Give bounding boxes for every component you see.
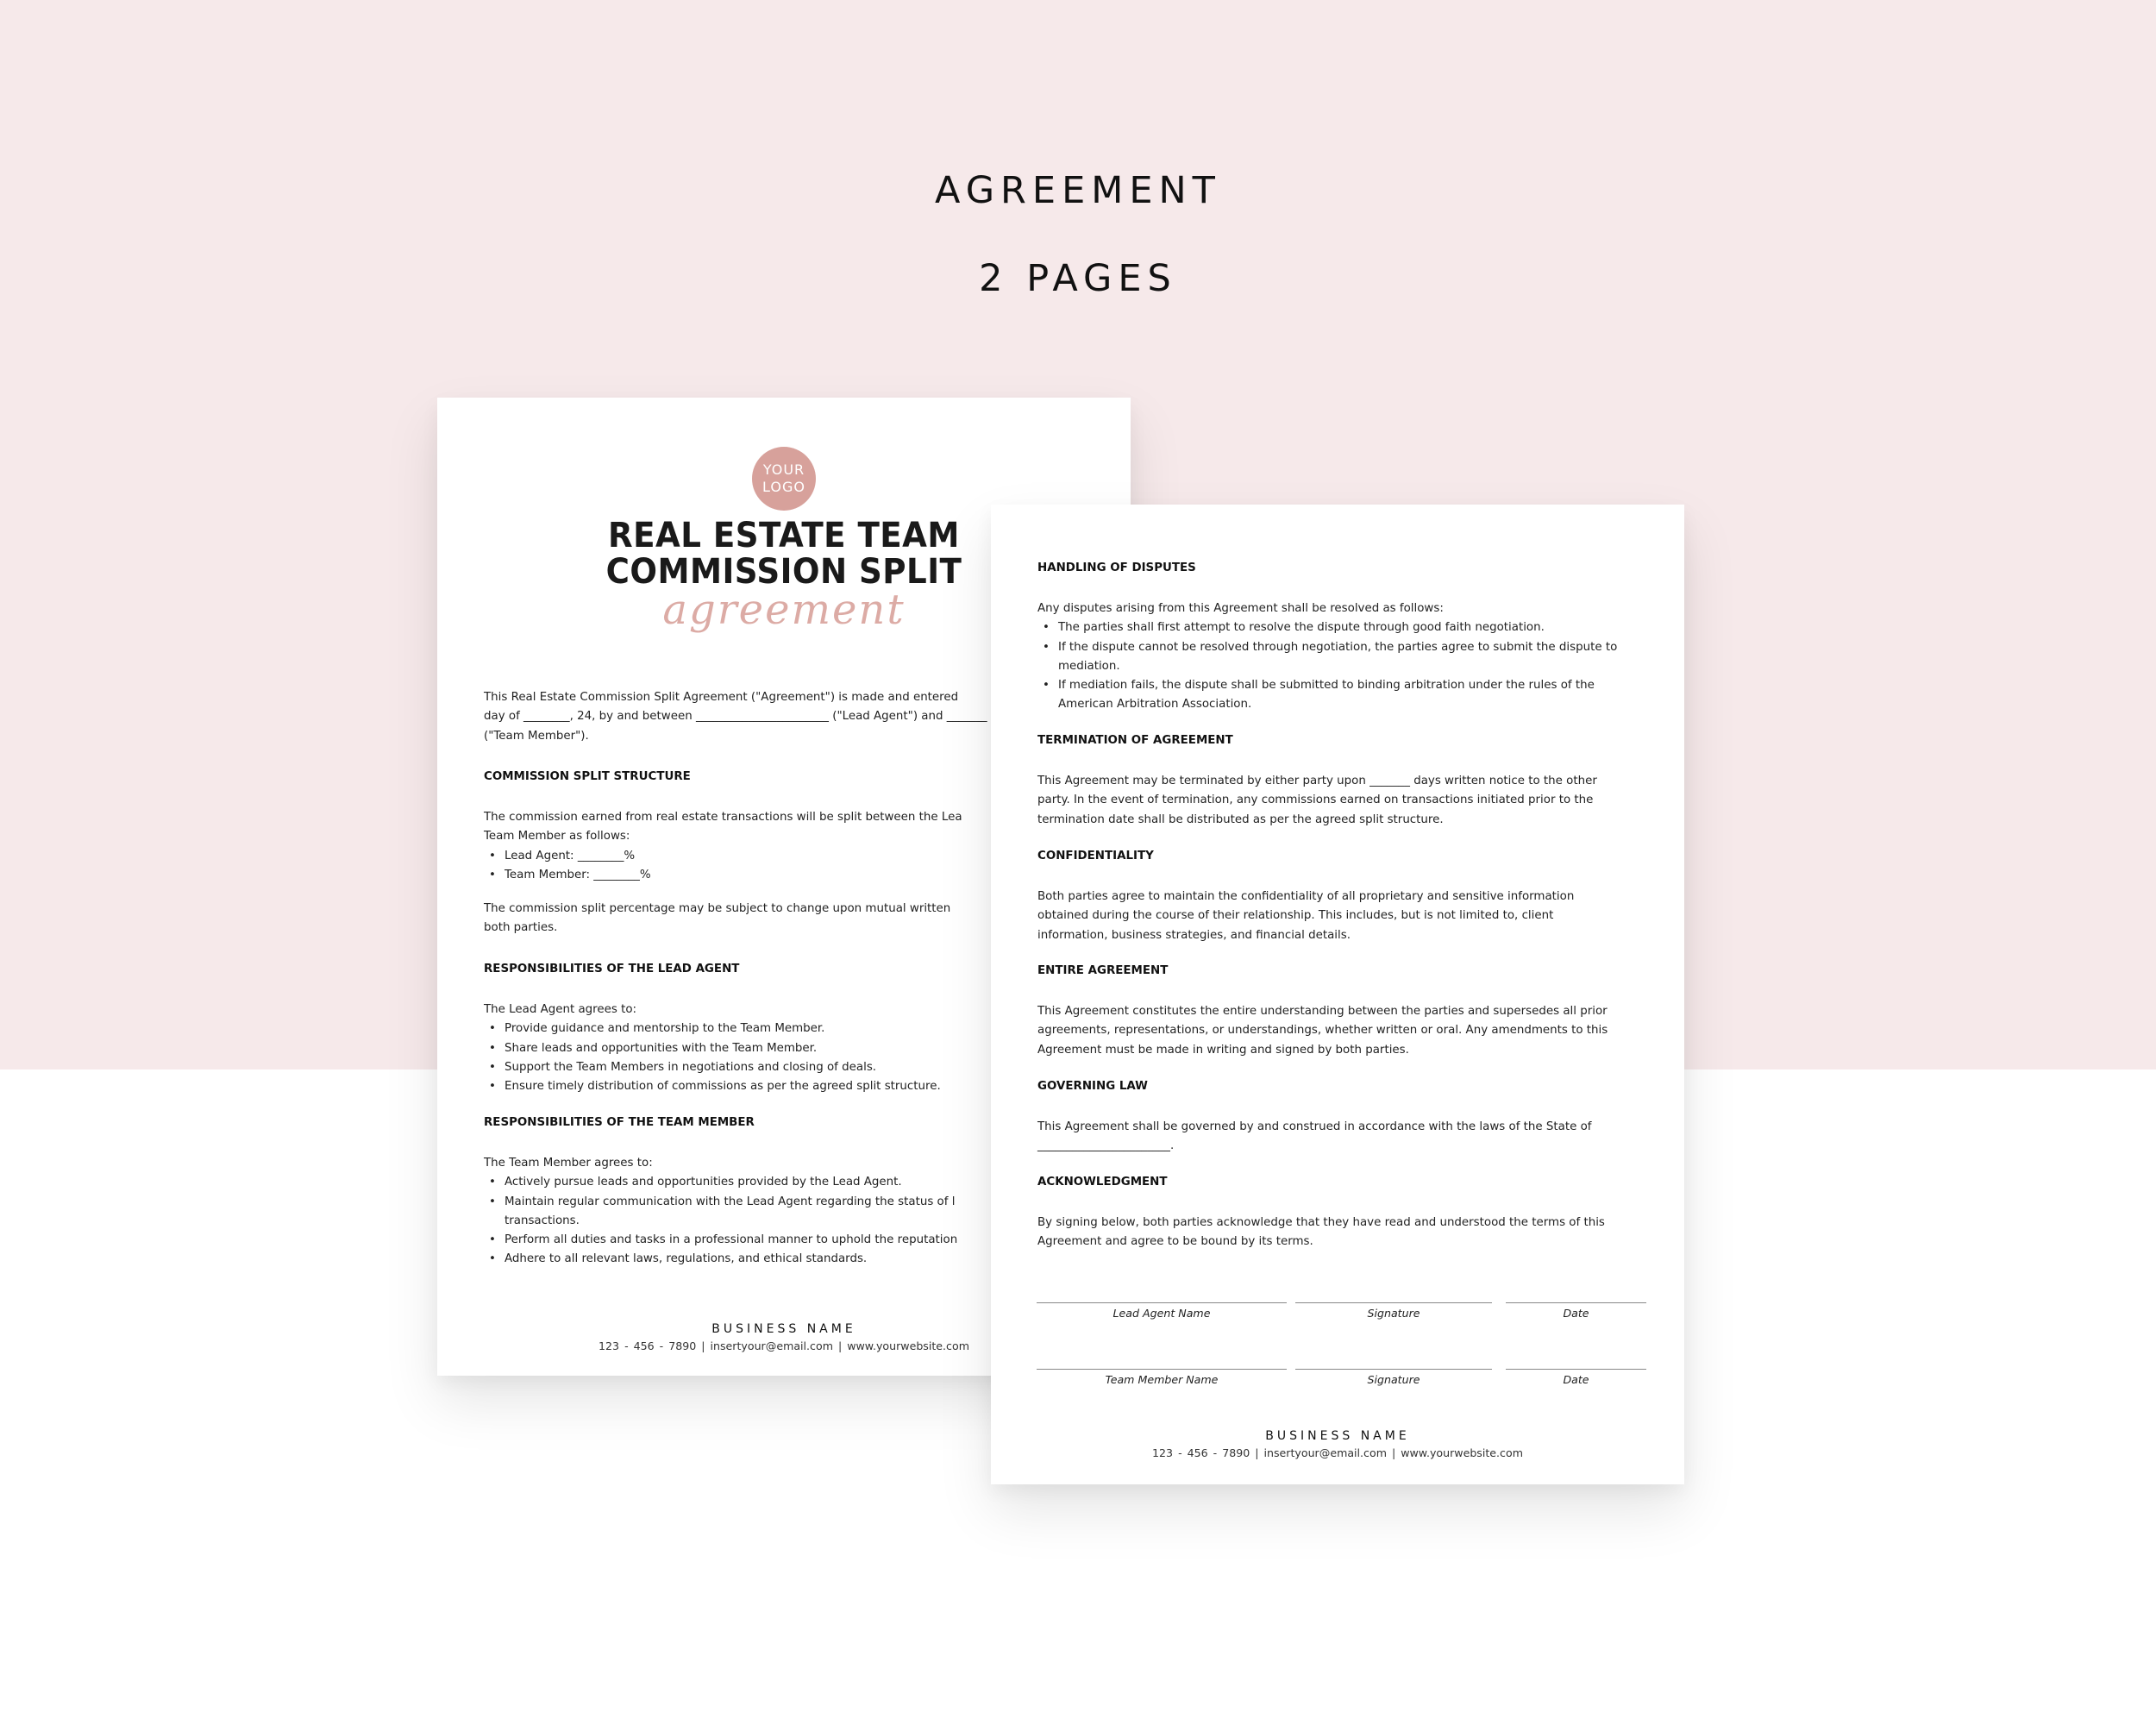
section-heading-termination: TERMINATION OF AGREEMENT xyxy=(1037,734,1233,747)
section-heading-governing-law: GOVERNING LAW xyxy=(1037,1080,1148,1093)
signature-field-lead-date[interactable]: Date xyxy=(1506,1302,1646,1320)
document-page-2 xyxy=(991,505,1684,1484)
logo-placeholder xyxy=(752,447,816,511)
list-item: • Ensure timely distribution of commissions as per the agreed split structure. xyxy=(484,1077,1131,1096)
list-item: • If mediation fails, the dispute shall be submitted to binding arbitration under the rules of the xyxy=(1037,676,1641,695)
section-heading-confidentiality: CONFIDENTIALITY xyxy=(1037,850,1154,862)
disputes-list: Any disputes arising from this Agreement shall be resolved as follows: • The parties shall first attempt to resolve the dispute through good faith negotiation. • If the dispute cannot be resolved through negotiation, the parties agree to submit the dispute to mediation. • If mediation fails, the dispute shall be submitted to binding arbitration under the rules of the American Arbitration Association. xyxy=(1037,599,1641,715)
list-item: • If the dispute cannot be resolved through negotiation, the parties agree to submit the dispute to xyxy=(1037,638,1641,657)
intro-paragraph: This Real Estate Commission Split Agreement ("Agreement") is made and entered day of ________, 24, by and between _______________________ ("Lead Agent") and _______ ("Team Member"). xyxy=(484,691,987,743)
list-item: • Perform all duties and tasks in a professional manner to uphold the reputation xyxy=(484,1231,1131,1250)
confidentiality-paragraph: Both parties agree to maintain the confidentiality of all proprietary and sensitive information obtained during the course of their relationship. This includes, but is not limited to, client information, business strategies, and financial details. xyxy=(1037,890,1575,942)
footer-contact-line: 123 - 456 - 7890 | insertyour@email.com | www.yourwebsite.com xyxy=(599,1339,969,1352)
list-item: • Actively pursue leads and opportunities provided by the Lead Agent. xyxy=(484,1173,1131,1192)
governing-law-paragraph: This Agreement shall be governed by and construed in accordance with the laws of the State of _______________________. xyxy=(1037,1120,1592,1153)
list-item: • The parties shall first attempt to resolve the dispute through good faith negotiation. xyxy=(1037,618,1641,637)
commission-paragraph: The commission earned from real estate transactions will be split between the Lea Team Member as follows: • Lead Agent: ________% • Team Member: ________% xyxy=(484,808,1131,885)
section-heading-entire-agreement: ENTIRE AGREEMENT xyxy=(1037,964,1169,977)
section-heading-team-member: RESPONSIBILITIES OF THE TEAM MEMBER xyxy=(484,1116,755,1129)
entire-agreement-paragraph: This Agreement constitutes the entire understanding between the parties and supersedes all prior agreements, representations, or understandings, whether written or oral. Any amendments to this Agreement must be made in writing and signed by both parties. xyxy=(1037,1005,1608,1057)
script-subtitle: agreement xyxy=(662,586,906,634)
section-heading-acknowledgment: ACKNOWLEDGMENT xyxy=(1037,1176,1168,1189)
list-item: • Maintain regular communication with the Lead Agent regarding the status of l xyxy=(484,1193,1131,1212)
acknowledgment-paragraph: By signing below, both parties acknowledge that they have read and understood the terms of this Agreement and agree to be bound by its terms. xyxy=(1037,1216,1605,1249)
commission-note: The commission split percentage may be subject to change upon mutual written both parties. xyxy=(484,902,951,935)
header-page-count: 2 PAGES xyxy=(979,257,1177,300)
list-item: • Share leads and opportunities with the Team Member. xyxy=(484,1039,1131,1058)
list-item: • Adhere to all relevant laws, regulations, and ethical standards. xyxy=(484,1250,1131,1269)
logo-text-line1: YOUR xyxy=(762,461,805,478)
signature-field-lead-signature[interactable]: Signature xyxy=(1295,1302,1492,1320)
signature-field-team-signature[interactable]: Signature xyxy=(1295,1369,1492,1386)
signature-field-lead-agent-name[interactable]: Lead Agent Name xyxy=(1037,1302,1287,1320)
document-title-line1: REAL ESTATE TEAM xyxy=(608,516,960,555)
footer-business-name: BUSINESS NAME xyxy=(711,1322,856,1336)
logo-text-line2: LOGO xyxy=(762,479,805,495)
footer-contact-line: 123 - 456 - 7890 | insertyour@email.com | www.yourwebsite.com xyxy=(1152,1446,1523,1459)
section-heading-lead-agent: RESPONSIBILITIES OF THE LEAD AGENT xyxy=(484,963,740,975)
list-item: • Lead Agent: ________% xyxy=(484,847,1131,866)
signature-field-team-date[interactable]: Date xyxy=(1506,1369,1646,1386)
list-item: • Provide guidance and mentorship to the Team Member. xyxy=(484,1019,1131,1038)
footer-business-name: BUSINESS NAME xyxy=(1265,1429,1410,1443)
section-heading-disputes: HANDLING OF DISPUTES xyxy=(1037,561,1196,574)
signature-field-team-member-name[interactable]: Team Member Name xyxy=(1037,1369,1287,1386)
termination-paragraph: This Agreement may be terminated by either party upon _______ days written notice to the other party. In the event of termination, any commissions earned on transactions initiated prior to the termination date shall be distributed as per the agreed split structure. xyxy=(1037,775,1597,826)
header-agreement: AGREEMENT xyxy=(935,169,1221,212)
document-title-line2: COMMISSION SPLIT xyxy=(605,552,962,592)
list-item: • Support the Team Members in negotiations and closing of deals. xyxy=(484,1058,1131,1077)
section-heading-commission: COMMISSION SPLIT STRUCTURE xyxy=(484,770,691,783)
team-member-list: The Team Member agrees to: • Actively pursue leads and opportunities provided by the Lead Agent. • Maintain regular communication with the Lead Agent regarding the status of l transactions. • Perform all duties and tasks in a professional manner to uphold the reputation • Adhere to all relevant laws, regulations, and ethical standards. xyxy=(484,1154,1131,1270)
lead-agent-list: The Lead Agent agrees to: • Provide guidance and mentorship to the Team Member. • Share leads and opportunities with the Team Member. • Support the Team Members in negotiations and closing of deals. • Ensure timely distribution of commissions as per the agreed split structure. xyxy=(484,1000,1131,1096)
list-item: • Team Member: ________% xyxy=(484,866,1131,885)
